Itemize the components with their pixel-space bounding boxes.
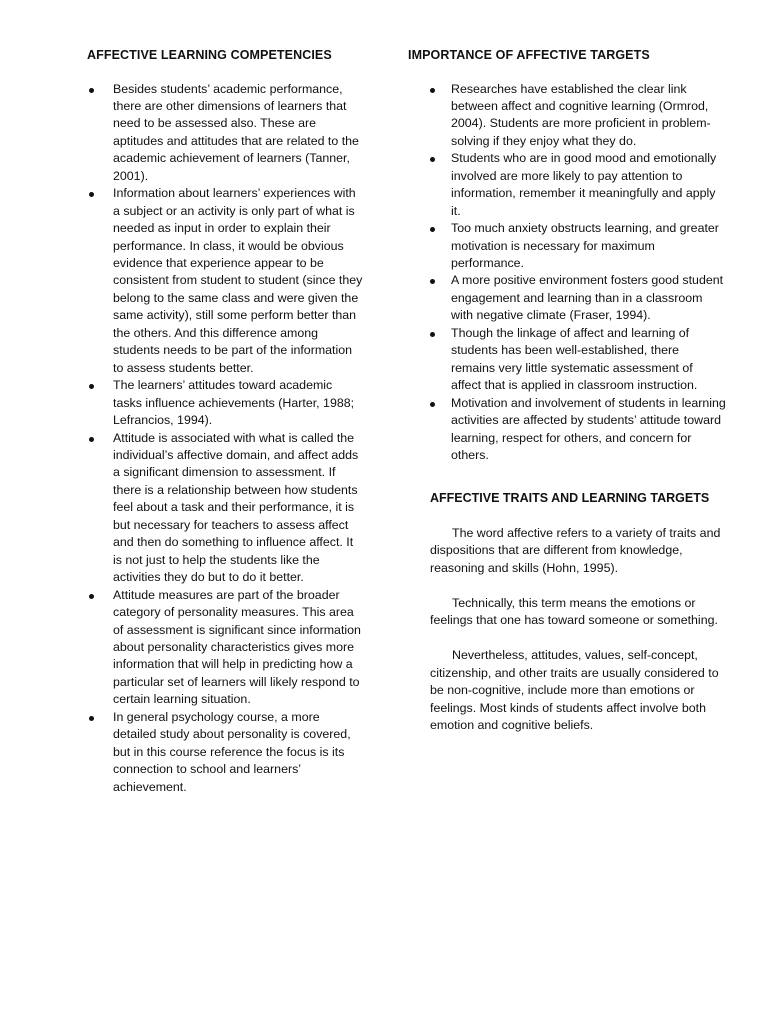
list-item-text: Attitude measures are part of the broader category of personality measures. This area of assessment is significant since information about personality characteristics gives more information that will help in predicting how a particular set of learners will likely respond to certain learning situation. (113, 587, 361, 707)
list-item-text: In general psychology course, a more detailed study about personality is covered, but in this course reference the focus is its connection to school and learners’ achievement. (113, 709, 351, 794)
list-item (87, 587, 364, 709)
bullet-icon (89, 88, 94, 93)
bullet-icon (89, 594, 94, 599)
bullet-icon (430, 88, 435, 93)
affective-traits-heading: AFFECTIVE TRAITS AND LEARNING TARGETS (430, 491, 710, 506)
competencies-bullet-list (87, 81, 364, 797)
left-column (87, 47, 364, 796)
importance-bullet-list (408, 81, 726, 465)
bullet-icon (89, 384, 94, 389)
list-item-text: The learners’ attitudes toward academic tasks influence achievements (Harter, 1988; Lefrancios, 1994). (113, 378, 355, 428)
list-item (408, 395, 726, 465)
bullet-icon (430, 402, 435, 407)
bullet-icon (430, 279, 435, 284)
bullet-icon (430, 332, 435, 337)
list-item-text: Besides students’ academic performance, there are other dimensions of learners that need to be assessed also. These are aptitudes and attitudes that are related to the academic achievement of learners (Tanner, 2001). (113, 81, 359, 183)
bullet-icon (89, 437, 94, 442)
list-item (87, 377, 364, 429)
right-column (408, 47, 726, 752)
affective-learning-competencies-heading: AFFECTIVE LEARNING COMPETENCIES (87, 48, 332, 62)
list-item-text: A more positive environment fosters good student engagement and learning than in a classroom with negative climate (Fraser, 1994). (451, 273, 724, 323)
list-item (408, 150, 726, 220)
list-item-text: Though the linkage of affect and learning of students has been well-established, there remains very little systematic assessment of affect that is applied in classroom instruction. (451, 325, 698, 393)
list-item (408, 272, 726, 324)
list-item (87, 430, 364, 587)
paragraph: The word affective refers to a variety of traits and dispositions that are different from knowledge, reasoning and skills (Hohn, 1995). (430, 525, 721, 575)
list-item (87, 185, 364, 377)
list-item (87, 81, 364, 186)
list-item-text: Attitude is associated with what is called the individual’s affective domain, and affect adds a significant dimension to assessment. If there is a relationship between how students feel about a task and their performance, it is but necessary for teachers to assess affect and then do something to influence affect. It is not just to help the students like the activities they do but to do it better. (113, 430, 359, 585)
list-item-text: Information about learners’ experiences with a subject or an activity is only part of what is needed as input in order to explain their performance. In class, it would be obvious evidence that experience appear to be consistent from student to student (since they belong to the same class and were given the same activity), still some perform better than the others. And this difference among students needs to be part of the information to assess students better. (113, 186, 363, 375)
list-item (408, 220, 726, 272)
list-item-text: Researches have established the clear link between affect and cognitive learning (Ormrod, 2004). Students are more proficient in problem-solving if they enjoy what they do. (451, 81, 711, 148)
bullet-icon (430, 157, 435, 162)
bullet-icon (89, 192, 94, 197)
bullet-icon (430, 227, 435, 232)
list-item (408, 325, 726, 395)
list-item (408, 81, 726, 151)
paragraph: Technically, this term means the emotions or feelings that one has toward someone or something. (430, 595, 718, 628)
list-item-text: Motivation and involvement of students in learning activities are affected by students’ attitude toward learning, respect for others, and concern for others. (451, 395, 726, 463)
list-item-text: Students who are in good mood and emotionally involved are more likely to pay attention to information, remember it meaningfully and apply it. (451, 151, 717, 218)
bullet-icon (89, 716, 94, 721)
list-item-text: Too much anxiety obstructs learning, and greater motivation is necessary for maximum performance. (451, 221, 719, 271)
importance-of-affective-targets-heading: IMPORTANCE OF AFFECTIVE TARGETS (408, 48, 650, 62)
paragraph: Nevertheless, attitudes, values, self-concept, citizenship, and other traits are usually considered to be non-cognitive, include more than emotions or feelings. Most kinds of students affect involve both emotion and cognitive beliefs. (430, 648, 719, 733)
list-item (87, 709, 364, 796)
